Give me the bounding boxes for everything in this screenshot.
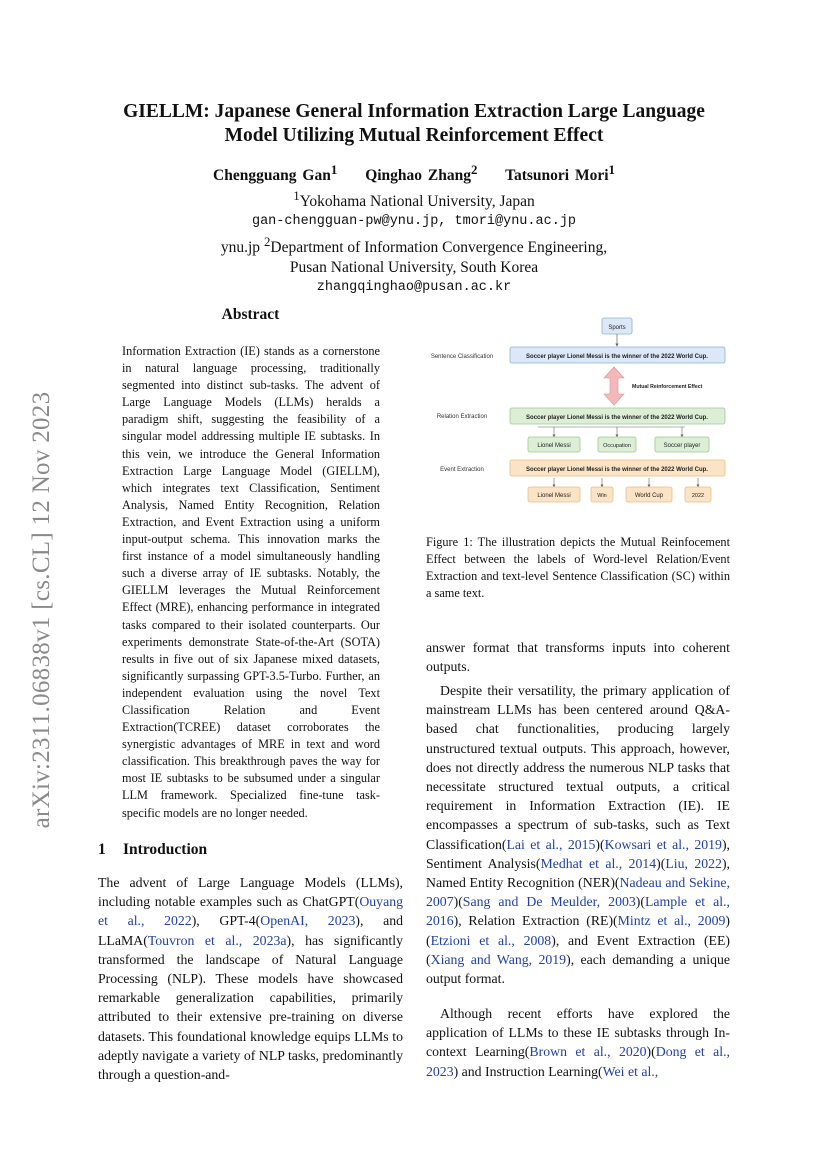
ee-box: Lionel Messi [537,493,571,499]
arxiv-stamp: arXiv:2311.06838v1 [cs.CL] 12 Nov 2023 [28,391,55,829]
mre-diagram [420,314,732,510]
sports-label: Sports [608,325,626,331]
re-box: Occupation [603,443,631,449]
citation[interactable]: Dong et al., 2023 [426,1044,731,1079]
abstract-heading: Abstract [221,306,280,323]
emails-2: zhangqinghao@pusan.ac.kr [316,280,512,296]
citation[interactable]: Medhat et al., 2014 [540,855,657,871]
citation[interactable]: Sang and De Meulder, 2003 [462,894,636,910]
affiliation-1: $^1$Yokohama National University, Japan [293,188,535,211]
ee-box: 2022 [691,493,705,499]
author-names: Chengguang Gan$^1$ Qinghao Zhang$^2$ Tatsunori Mori$^1$ [213,162,615,185]
emails-1: gan-chengguan-pw@ynu.jp, tmori@ynu.ac.jp [251,214,577,230]
col2-continuation: answer format that transforms inputs into coherent outputs. [426,640,730,675]
section-heading-introduction: 1 Introduction [98,841,208,858]
figure-1 [420,314,732,510]
author-block [0,160,828,298]
intro-paragraph-2: Despite their versatility, the primary application of mainstream LLMs has been centered around Q&A-based chat functionalities, producing largely unstructured textual outputs. This approach, however, does not directly address the numerous NLP tasks that necessitate structured textual outputs, a critical requirement in Information Extraction (IE). IE encompasses a spectrum of sub-tasks, such as Text Classification(Lai et al., 2015)(Kowsari et al., 2019), Sentiment Analysis(Medhat et al., 2014)(Liu, 2022), Named Entity Recognition (NER)(Nadeau and Sekine, 2007)(Sang and De Meulder, 2003)(Lample et al., 2016), Relation Extraction (RE)(Mintz et al., 2009)(Etzioni et al., 2008), and Event Extraction (EE)(Xiang and Wang, 2019), each demanding a unique output format. [426,683,731,987]
citation[interactable]: Nadeau and Sekine, 2007 [426,875,731,910]
ee-box: World Cup [634,493,664,499]
citation[interactable]: Ouyang et al., 2022 [98,894,403,929]
ee-sentence: Soccer player Lionel Messi is the winner of the 2022 World Cup. [526,467,708,473]
citation[interactable]: Xiang and Wang, 2019 [430,951,567,967]
citation[interactable]: OpenAI, 2023 [260,913,356,929]
row-label-re: Relation Extraction [436,414,488,420]
paper-title: GIELLM: Japanese General Information Extraction Large Language Model Utilizing Mutual Reinforcement Effect [123,101,705,146]
re-sentence: Soccer player Lionel Messi is the winner of the 2022 World Cup. [526,415,708,421]
citation[interactable]: Lai et al., 2015 [506,836,596,852]
row-label-sc: Sentence Classification [430,354,494,360]
abstract-text: Information Extraction (IE) stands as a cornerstone in natural language processing, traditionally segmented into distinct sub-tasks. The advent of Large Language Models (LLMs) heralds a paradigm shift, suggesting the feasibility of a singular model addressing multiple IE subtasks. In this vein, we introduce the General Information Extraction Large Language Model (GIELLM), which integrates text Classification, Sentiment Analysis, Named Entity Recognition, Relation Extraction, and Event Extraction using a uniform input-output schema. This innovation marks the first instance of a model simultaneously handling such a diverse array of IE subtasks. Notably, the GIELLM leverages the Mutual Reinforcement Effect (MRE), enhancing performance in integrated tasks compared to their isolated counterparts. Our experiments demonstrate State-of-the-Art (SOTA) results in five out of six Japanese mixed datasets, significantly surpassing GPT-3.5-Turbo. Further, an independent evaluation using the novel Text Classification Relation and Event Extraction(TCREE) dataset corroborates the synergistic advantages of MRE in text and word classification. This breakthrough paves the way for most IE subtasks to be subsumed under a singular LLM framework. Specialized fine-tune task-specific models are no longer needed. [122,344,380,820]
mre-label: Mutual Reinforcement Effect [632,384,703,390]
re-box: Lionel Messi [537,443,571,449]
affiliation-2-line2: Pusan National University, South Korea [289,259,539,277]
sc-sentence: Soccer player Lionel Messi is the winner of the 2022 World Cup. [526,354,708,360]
citation[interactable]: Etzioni et al., 2008 [430,932,552,948]
citation[interactable]: Liu, 2022 [665,855,722,871]
citation[interactable]: Wei et al., [602,1063,659,1079]
affiliation-2: ynu.jp $^2$Department of Information Convergence Engineering, [220,234,608,257]
mutual-arrow-icon [604,367,624,405]
figure-caption: Figure 1: The illustration depicts the Mutual Reinfocement Effect between the labels of Word-level Relation/Event Extraction and text-level Sentence Classification (SC) within a same text. [426,535,730,600]
ee-box: Win [597,493,607,499]
citation[interactable]: Lample et al., 2016 [426,894,730,929]
citation[interactable]: Brown et al., 2020 [529,1044,647,1060]
re-box: Soccer player [663,443,701,449]
citation[interactable]: Touvron et al., 2023a [147,932,287,948]
row-label-ee: Event Extraction [440,467,484,473]
intro-paragraph-3: Although recent efforts have explored the application of LLMs to these IE subtasks through In-context Learning(Brown et al., 2020)(Dong et al., 2023) and Instruction Learning(Wei et al., [426,1006,731,1079]
citation[interactable]: Kowsari et al., 2019 [604,836,722,852]
intro-paragraph-1: The advent of Large Language Models (LLMs), including notable examples such as ChatGPT(Ouyang et al., 2022), GPT-4(OpenAI, 2023), and LLaMA(Touvron et al., 2023a), has significantly transformed the landscape of Natural Language Processing (NLP). These models have showcased remarkable generalization capabilities, primarily attributed to their extensive pre-training on diverse datasets. This foundational knowledge equips LLMs to adeptly navigate a variety of NLP tasks, predominantly through a question-and- [98,875,403,1083]
citation[interactable]: Mintz et al., 2009 [617,913,726,929]
